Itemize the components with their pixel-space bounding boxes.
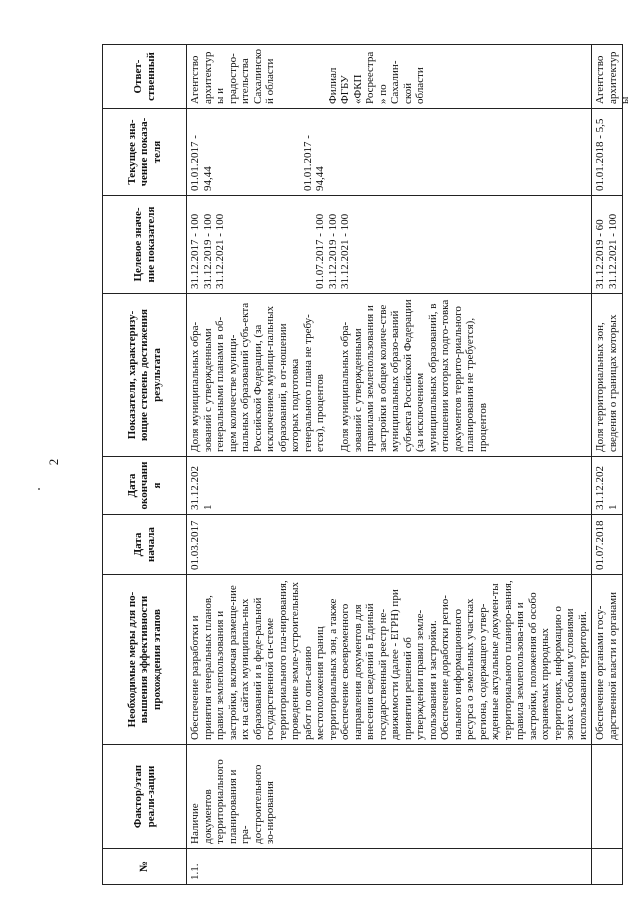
- row-end-date: 31.12.2021: [187, 457, 592, 515]
- row-factor: [592, 745, 623, 849]
- row-factor: Наличие документов территориального планирования и гра-достроительного зо-нирования: [187, 745, 592, 849]
- header-target-value: Целевое значе-ние показателя: [103, 196, 187, 294]
- landscape-sheet: [102, 45, 631, 885]
- row-indicators: Доля территориальных зон, сведения о границах которых: [592, 294, 623, 457]
- row-end-date: 31.12.2021: [592, 457, 623, 515]
- header-measures: Необходимые меры для по-вышения эффективности прохождения этапов: [103, 575, 187, 745]
- header-indicators: Показатели, характеризу-ющие степень достижения результата: [103, 294, 187, 457]
- measures-table: [102, 44, 631, 885]
- row-target-value: 31.12.2017 - 100 31.12.2019 - 100 31.12.2021 - 100 01.07.2017 - 100 31.12.2019 - 100 31.12.2021 - 100: [187, 196, 592, 294]
- table-row: [187, 45, 592, 885]
- row-current-value: 01.01.2017 - 94,44 01.01.2017 - 94,44: [187, 109, 592, 196]
- table-header-row: [103, 45, 187, 885]
- rotated-content: [102, 45, 631, 885]
- row-measures: Обеспечение органами госу-дарственной власти и органами: [592, 575, 623, 745]
- header-start-date: Дата начала: [103, 515, 187, 575]
- page-number: 2: [46, 458, 61, 466]
- row-num: 1.1.: [187, 849, 592, 885]
- row-current-value: 01.01.2018 - 5,5: [592, 109, 623, 196]
- header-end-date: Дата окончания: [103, 457, 187, 515]
- row-indicators: Доля муниципальных обра-зований с утвержденными генеральными планами в об-щем количестве муници-пальных образований субъ-екта Российской Федерации, (за исключением муници-пальных образований, в от-ношении которых подготовка генерального плана не требу-ется), процентов Доля муниципальных обра-зований с утвержденными правилами землепользования и застройки в общем количе-стве муниципальных образо-ваний субъекта Российской Федерации (за исключением муниципальных образований, в отношении которых подго-товка документов террито-риального планирования не требуется), процентов: [187, 294, 592, 457]
- row-responsible: Агентство архитектуры и градостро-ительства Сахалинской области Филиал ФГБУ «ФКП Росреестра» по Сахалин-ской области: [187, 45, 592, 109]
- header-responsible: Ответ-ственный: [103, 45, 187, 109]
- row-num: [592, 849, 623, 885]
- scan-speck: [38, 488, 40, 490]
- row-measures: Обеспечение разработки и принятия генеральных планов, правил землепользования и застройки, включая размеще-ние их на сайтах муниципаль-ных образований и в феде-ральной государственной си-стеме территориального пла-нирования, проведение земле-устроительных работ по опи-санию местоположения границ территориальных зон, а также обеспечение своевременного направления документов для внесения сведений в Единый государственный реестр не-движимости (далее - ЕГРН) при принятии решений об утверждении правил земле-пользования и застройки. Обеспечение доработки регио-нального информационного ресурса о земельных участках региона, содержащего утвер-жденные актуальные докумен-ты территориального планиро-вания, правила землепользова-ния и застройки, положения об особо охраняемых природных территориях, информацию о зонах с особыми условиями использования территорий.: [187, 575, 592, 745]
- header-current-value: Текущее зна-чение показа-теля: [103, 109, 187, 196]
- row-target-value: 31.12.2019 - 60 31.12.2021 - 100: [592, 196, 623, 294]
- table-row: [592, 45, 623, 885]
- header-factor: Фактор/этап реали-зации: [103, 745, 187, 849]
- row-start-date: 01.03.2017: [187, 515, 592, 575]
- row-responsible: Агентство архитектуры: [592, 45, 623, 109]
- row-start-date: 01.07.2018: [592, 515, 623, 575]
- header-num: №: [103, 849, 187, 885]
